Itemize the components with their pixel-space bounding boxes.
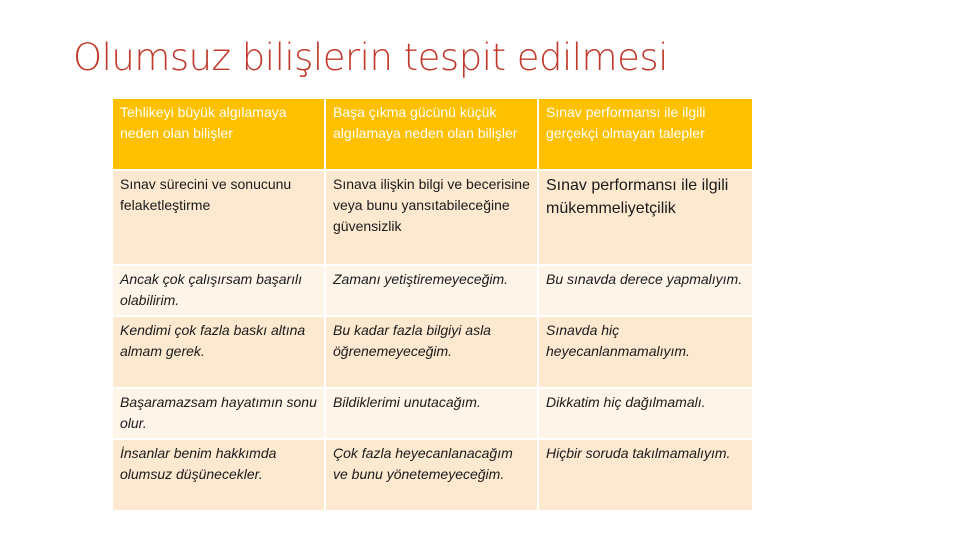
example-cell: Zamanı yetiştiremeyeceğim.: [325, 265, 538, 316]
example-cell: Bu sınavda derece yapmalıyım.: [538, 265, 753, 316]
example-cell: Sınavda hiç heyecanlanmamalıyım.: [538, 316, 753, 388]
example-cell: Bu kadar fazla bilgiyi asla öğrenemeyeceğim.: [325, 316, 538, 388]
header-cell-coping: Başa çıkma gücünü küçük algılamaya neden olan bilişler: [325, 98, 538, 170]
example-cell: Hiçbir soruda takılmamalıyım.: [538, 439, 753, 511]
cognitions-table: [111, 97, 754, 512]
slide-title: Olumsuz bilişlerin tespit edilmesi: [73, 36, 668, 79]
example-cell: Bildiklerimi unutacağım.: [325, 388, 538, 439]
category-row: [112, 170, 753, 265]
table-row: [112, 388, 753, 439]
table-header-row: [112, 98, 753, 170]
table-row: [112, 439, 753, 511]
table-row: [112, 316, 753, 388]
header-cell-demands: Sınav performansı ile ilgili gerçekçi olmayan talepler: [538, 98, 753, 170]
table-row: [112, 265, 753, 316]
category-cell: Sınava ilişkin bilgi ve becerisine veya bunu yansıtabileceğine güvensizlik: [325, 170, 538, 265]
example-cell: Ancak çok çalışırsam başarılı olabilirim.: [112, 265, 325, 316]
example-cell: Kendimi çok fazla baskı altına almam gerek.: [112, 316, 325, 388]
example-cell: Çok fazla heyecanlanacağım ve bunu yönetemeyeceğim.: [325, 439, 538, 511]
header-cell-danger: Tehlikeyi büyük algılamaya neden olan bilişler: [112, 98, 325, 170]
example-cell: Dikkatim hiç dağılmamalı.: [538, 388, 753, 439]
category-cell: Sınav performansı ile ilgili mükemmeliyetçilik: [538, 170, 753, 265]
example-cell: İnsanlar benim hakkımda olumsuz düşünecekler.: [112, 439, 325, 511]
example-cell: Başaramazsam hayatımın sonu olur.: [112, 388, 325, 439]
category-cell: Sınav sürecini ve sonucunu felaketleştirme: [112, 170, 325, 265]
